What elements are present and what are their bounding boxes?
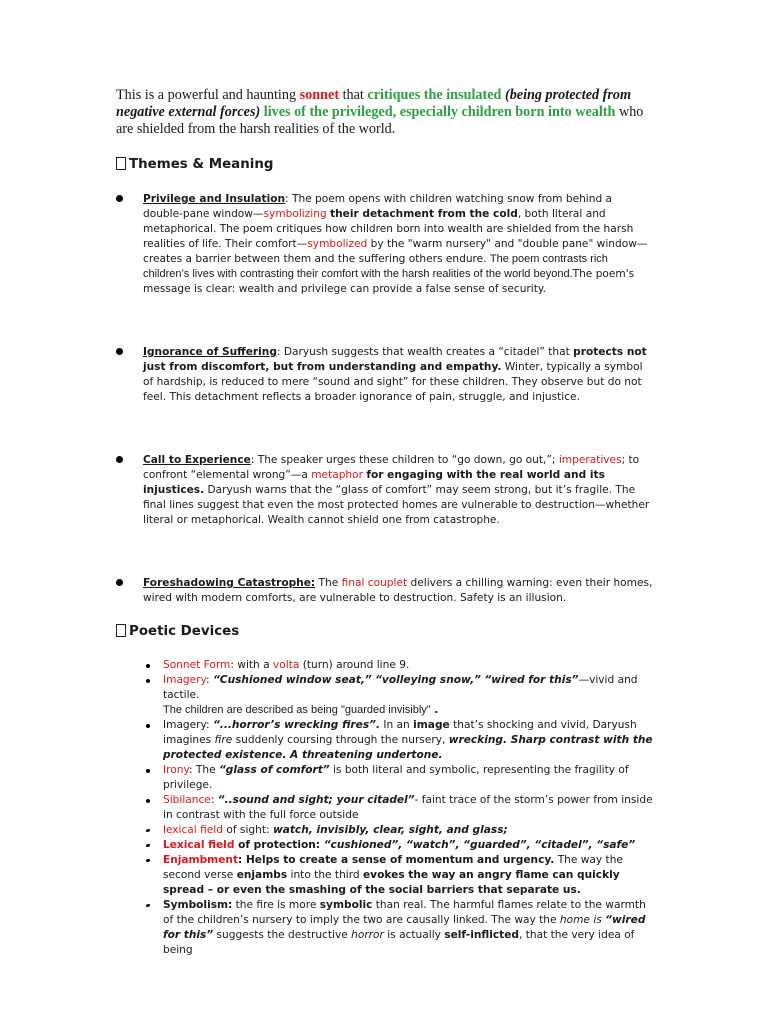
missing-glyph-icon — [116, 624, 126, 637]
devices-heading — [116, 624, 239, 639]
highlight-red: final couplet — [341, 577, 408, 589]
text-bold-italic: wrecking — [448, 734, 503, 746]
theme-title: Call to Experience — [143, 454, 251, 466]
text: : The poem opens with children watching snow from behind a double-pane window— — [143, 193, 613, 220]
device-name: Sibilance — [163, 794, 211, 806]
theme-text — [143, 345, 653, 405]
text: (turn) around line 9. — [299, 659, 410, 671]
text-bold: of protection: — [234, 839, 324, 851]
bullet-dot — [145, 859, 150, 862]
text: Winter, typically a symbol of hardship, is reduced to mere “sound and sight” for these children. They observe but do not feel. This detachment reflects a broader ignorance of pain, struggle, and injustice. — [143, 361, 643, 403]
devices-list — [146, 658, 656, 958]
text: The children are described as being "guarded invisibly" — [163, 704, 431, 716]
theme-text — [143, 576, 653, 606]
text: : with a — [230, 659, 273, 671]
text-italic: home is — [559, 914, 602, 926]
text: that’s shocking and vivid, Daryush imagines — [163, 719, 637, 746]
text: delivers a chilling warning: even their homes, wired with modern comforts, are vulnerable to destruction. Safety is an illusion. — [143, 577, 653, 604]
quote: “cushioned”, “watch”, “guarded”, “citadel”, “safe” — [323, 839, 636, 851]
devices-heading-label: Poetic Devices — [129, 624, 240, 639]
text: by the "warm nursery" and "double pane" window—creates a barrier between them and the suffering others endure. — [143, 238, 648, 265]
device-name: Symbolism: — [163, 899, 233, 911]
list-item — [146, 793, 656, 823]
list-item — [146, 838, 656, 853]
list-item — [146, 718, 656, 763]
intro-definition: (being protected from negative external forces) — [116, 87, 632, 120]
list-item — [146, 673, 656, 718]
bullet-dot — [146, 679, 150, 683]
highlight-red: volta — [273, 659, 300, 671]
theme-text — [143, 453, 653, 528]
text-bold: : Helps to create a sense of momentum and urgency. — [238, 854, 555, 866]
bullet-dot — [145, 904, 150, 907]
text: The way the second verse — [163, 854, 623, 881]
text: suddenly coursing through the nursery, — [232, 734, 449, 746]
text-bold: symbolic — [319, 899, 373, 911]
text-italic: horror — [351, 929, 384, 941]
bullet-dot — [146, 799, 150, 803]
quote: “wired for this” — [484, 674, 579, 686]
highlight-red: symbolized — [307, 238, 368, 250]
quote: “wired for this” — [163, 914, 646, 941]
text: Daryush warns that the “glass of comfort” may seem strong, but it’s fragile. The final lines suggest that even the most protected homes are vulnerable to destruction—whether literal or metaphorical. Wealth cannot shield one from catastrophe. — [143, 484, 650, 526]
device-name: Sonnet Form — [163, 659, 231, 671]
theme-title: Foreshadowing Catastrophe: — [143, 577, 316, 589]
text: , both literal and metaphorical. The poem critiques how children born into wealth are shielded from the harsh realities of life. Their comfort— — [143, 208, 634, 250]
list-item — [146, 658, 656, 673]
text: - faint trace of the storm’s power from inside in contrast with the full force outside — [163, 794, 653, 821]
list-item — [146, 853, 656, 898]
list-item — [146, 898, 656, 958]
text: : — [210, 794, 218, 806]
text-bold: image — [413, 719, 450, 731]
text-bold: their detachment from the cold — [330, 208, 518, 220]
device-name: Lexical field — [163, 839, 235, 851]
text: In an — [379, 719, 414, 731]
bullet-dot — [116, 579, 123, 586]
theme-text — [143, 192, 653, 297]
text: than real. The harmful flames relate to the warmth of the children’s nursery to imply the two are causally linked. The way the — [163, 899, 646, 926]
device-name: Enjambment — [163, 854, 239, 866]
text: ; to confront “elemental wrong”—a — [143, 454, 640, 481]
text: is both literal and symbolic, representing the fragility of privilege. — [163, 764, 629, 791]
device-name: Irony — [163, 764, 189, 776]
text-bold-italic: watch, invisibly, clear, sight, and glass; — [272, 824, 508, 836]
text: , that the very idea of being — [163, 929, 635, 956]
themes-heading — [116, 157, 273, 172]
text-bold-italic: . Sharp contrast with the protected existence. A threatening undertone. — [163, 734, 653, 761]
intro-sonnet: sonnet — [299, 87, 340, 103]
quote: “..sound and sight; your citadel” — [217, 794, 415, 806]
intro-text: This is a powerful and haunting — [116, 87, 300, 103]
bullet-dot — [116, 456, 123, 463]
bullet-dot — [146, 664, 150, 668]
text: The — [315, 577, 342, 589]
text-bold: enjambs — [236, 869, 288, 881]
text: . — [430, 704, 439, 716]
device-name: lexical field — [163, 824, 223, 836]
missing-glyph-icon — [116, 157, 126, 170]
text: of sight: — [222, 824, 273, 836]
list-item — [146, 763, 656, 793]
text: into the third — [287, 869, 363, 881]
themes-heading-label: Themes & Meaning — [129, 157, 274, 172]
theme-title: Ignorance of Suffering — [143, 346, 277, 358]
list-item — [146, 823, 656, 838]
text: suggests the destructive — [213, 929, 352, 941]
text: is actually — [383, 929, 445, 941]
text: Imagery: — [163, 719, 213, 731]
text: : — [206, 674, 213, 686]
quote: “volleying snow,” — [375, 674, 481, 686]
highlight-red: symbolizing — [263, 208, 327, 220]
bullet-dot — [116, 348, 123, 355]
intro-text: who are shielded from the harsh realities of the world. — [116, 104, 644, 137]
bullet-dot — [146, 724, 150, 728]
text: : The speaker urges these children to “go down, go out,”; — [250, 454, 559, 466]
bullet-dot — [146, 769, 150, 773]
bullet-dot — [116, 195, 123, 202]
device-name: Imagery — [163, 674, 207, 686]
text-bold: evokes the way an angry flame can quickly spread – or even the smashing of the social barriers that separate us. — [163, 869, 620, 896]
intro-critiques: critiques the insulated — [367, 87, 502, 103]
quote: “glass of comfort” — [218, 764, 330, 776]
text-bold: for engaging with the real world and its injustices. — [143, 469, 605, 496]
text-bold: protects not just from discomfort, but from understanding and empathy. — [143, 346, 647, 373]
bullet-dot — [145, 844, 150, 847]
theme-title: Privilege and Insulation — [143, 193, 286, 205]
text-bold: self-inflicted — [444, 929, 519, 941]
intro-paragraph — [116, 87, 656, 138]
text: The poem's message is clear: wealth and privilege can provide a false sense of security. — [143, 268, 635, 295]
intro-text: that — [339, 87, 368, 103]
text-italic: fire — [214, 734, 233, 746]
bullet-dot — [145, 829, 150, 832]
highlight-red: imperatives — [558, 454, 622, 466]
intro-privileged: lives of the privileged, especially children born into wealth — [263, 104, 616, 120]
text: The poem contrasts rich children’s lives with contrasting their comfort with the harsh realities of the world beyond. — [143, 253, 608, 280]
quote: “Cushioned window seat,” — [212, 674, 372, 686]
text: —vivid and tactile. — [163, 674, 638, 701]
text: : The — [188, 764, 219, 776]
text: the fire is more — [232, 899, 320, 911]
highlight-red: metaphor — [311, 469, 363, 481]
text: : Daryush suggests that wealth creates a “citadel” that — [276, 346, 574, 358]
quote: “...horror’s wrecking fires”. — [212, 719, 380, 731]
